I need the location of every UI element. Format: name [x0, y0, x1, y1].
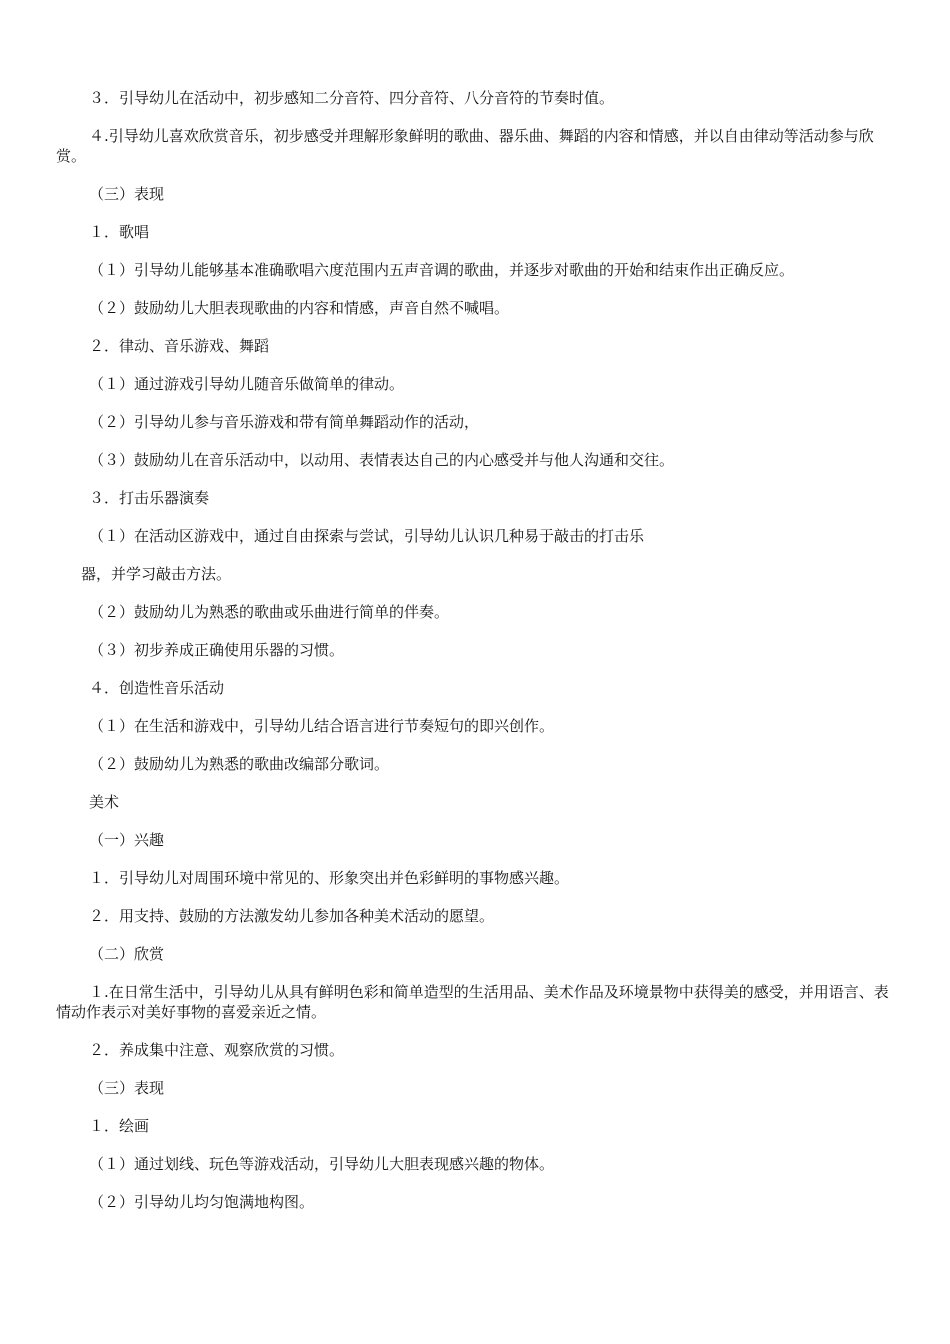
subheading-daji: ３．打击乐器演奏 [89, 489, 210, 507]
paragraph-28: （１）通过划线、玩色等游戏活动，引导幼儿大胆表现感兴趣的物体。 [89, 1155, 555, 1173]
paragraph-14: （２）鼓励幼儿为熟悉的歌曲或乐曲进行简单的伴奏。 [89, 603, 450, 621]
section-heading-xinshang: （二）欣赏 [89, 945, 165, 963]
paragraph-9: （２）引导幼儿参与音乐游戏和带有简单舞蹈动作的活动， [89, 413, 480, 431]
paragraph-18: （２）鼓励幼儿为熟悉的歌曲改编部分歌词。 [89, 755, 390, 773]
paragraph-29: （２）引导幼儿均匀饱满地构图。 [89, 1193, 315, 1211]
section-heading-biaoxian-2: （三）表现 [89, 1079, 165, 1097]
subheading-chuangzao: ４．创造性音乐活动 [89, 679, 225, 697]
paragraph-22: ２．用支持、鼓励的方法激发幼儿参加各种美术活动的愿望。 [89, 907, 495, 925]
paragraph-15: （３）初步养成正确使用乐器的习惯。 [89, 641, 345, 659]
subheading-lvdong: ２．律动、音乐游戏、舞蹈 [89, 337, 270, 355]
section-heading-xingqu: （一）兴趣 [89, 831, 165, 849]
paragraph-12: （１）在活动区游戏中，通过自由探索与尝试，引导幼儿认识几种易于敲击的打击乐 [89, 527, 645, 545]
paragraph-24: １.在日常生活中，引导幼儿从具有鲜明色彩和简单造型的生活用品、美术作品及环境景物中获得美的感受，并用语言、表情动作表示对美好事物的喜爱亲近之情。 [56, 983, 889, 1021]
paragraph-6: （２）鼓励幼儿大胆表现歌曲的内容和情感，声音自然不喊唱。 [89, 299, 510, 317]
subheading-gechang: １．歌唱 [89, 223, 150, 241]
paragraph-13: 器，并学习敲击方法。 [81, 565, 232, 583]
paragraph-17: （１）在生活和游戏中，引导幼儿结合语言进行节奏短句的即兴创作。 [89, 717, 555, 735]
subheading-huihua: １．绘画 [89, 1117, 150, 1135]
paragraph-8: （１）通过游戏引导幼儿随音乐做简单的律动。 [89, 375, 405, 393]
paragraph-21: １．引导幼儿对周围环境中常见的、形象突出并色彩鲜明的事物感兴趣。 [89, 869, 570, 887]
paragraph-10: （３）鼓励幼儿在音乐活动中，以动用、表情表达自己的内心感受并与他人沟通和交往。 [89, 451, 675, 469]
paragraph-25: ２．养成集中注意、观察欣赏的习惯。 [89, 1041, 345, 1059]
section-heading-biaoxian: （三）表现 [89, 185, 165, 203]
paragraph-1: ３．引导幼儿在活动中，初步感知二分音符、四分音符、八分音符的节奏时值。 [89, 89, 615, 107]
paragraph-2: ４.引导幼儿喜欢欣赏音乐，初步感受并理解形象鲜明的歌曲、器乐曲、舞蹈的内容和情感，并以自由律动等活动参与欣赏。 [56, 127, 874, 165]
section-heading-meishu: 美术 [89, 793, 120, 811]
paragraph-5: （１）引导幼儿能够基本准确歌唱六度范围内五声音调的歌曲，并逐步对歌曲的开始和结束作出正确反应。 [89, 261, 795, 279]
